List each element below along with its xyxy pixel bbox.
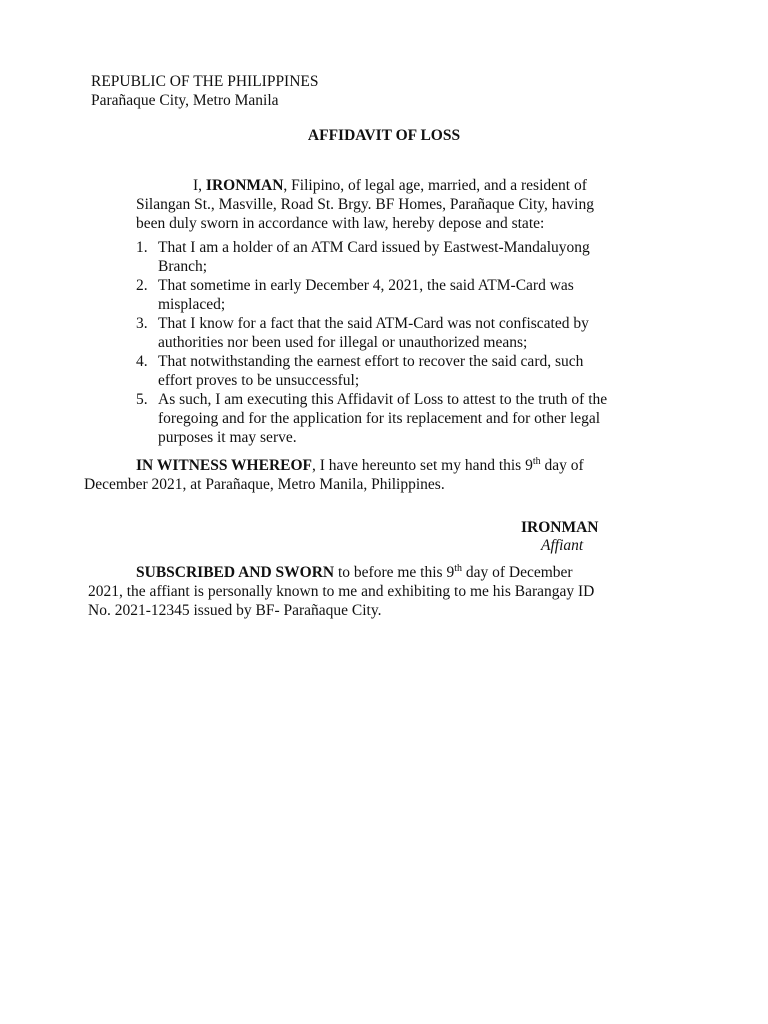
- header-republic: REPUBLIC OF THE PHILIPPINES: [91, 73, 319, 90]
- list-item-line: As such, I am executing this Affidavit of Loss to attest to the truth of the: [158, 391, 608, 408]
- witness-text: , I have hereunto set my hand this 9: [312, 457, 533, 474]
- jurat-line-3: No. 2021-12345 issued by BF- Parañaque City.: [88, 602, 382, 619]
- header-city: Parañaque City, Metro Manila: [91, 92, 279, 109]
- witness-ordinal: th: [532, 455, 541, 467]
- intro-line-1-rest: , Filipino, of legal age, married, and a resident of: [283, 177, 587, 194]
- witness-text-end: day of: [540, 457, 584, 474]
- list-item-number: 5.: [136, 391, 148, 408]
- witness-line-1: [84, 456, 704, 475]
- jurat-text: to before me this 9: [334, 564, 455, 581]
- list-item-line: foregoing and for the application for its replacement and for other legal: [158, 410, 601, 427]
- list-item: [136, 314, 696, 352]
- witness-heading: IN WITNESS WHEREOF: [136, 457, 313, 474]
- jurat-heading: SUBSCRIBED AND SWORN: [136, 564, 335, 581]
- list-item-line: misplaced;: [158, 296, 226, 313]
- list-item-line: purposes it may serve.: [158, 429, 297, 446]
- list-item-number: 2.: [136, 277, 148, 294]
- list-item-line: That notwithstanding the earnest effort to recover the said card, such: [158, 353, 584, 370]
- list-item: [136, 238, 696, 276]
- jurat-line-2: 2021, the affiant is personally known to me and exhibiting to me his Barangay ID: [88, 583, 595, 600]
- list-item-number: 3.: [136, 315, 148, 332]
- list-item: [136, 390, 696, 447]
- jurat-text-end: day of December: [462, 564, 573, 581]
- list-item-line: That I know for a fact that the said ATM-Card was not confiscated by: [158, 315, 589, 332]
- intro-line-2: Silangan St., Masville, Road St. Brgy. BF Homes, Parañaque City, having: [136, 196, 594, 213]
- intro-line-3: been duly sworn in accordance with law, hereby depose and state:: [136, 215, 545, 232]
- list-item-number: 1.: [136, 239, 148, 256]
- list-item-number: 4.: [136, 353, 148, 370]
- list-item-line: That I am a holder of an ATM Card issued by Eastwest-Mandaluyong: [158, 239, 590, 256]
- intro-paragraph: [136, 176, 676, 233]
- signature-role: Affiant: [541, 537, 584, 554]
- witness-paragraph: [84, 456, 704, 494]
- document-title: AFFIDAVIT OF LOSS: [307, 127, 461, 144]
- list-item-line: effort proves to be unsuccessful;: [158, 372, 360, 389]
- intro-line-1: [136, 176, 676, 195]
- jurat-paragraph: [88, 563, 708, 620]
- list-item-line: authorities nor been used for illegal or unauthorized means;: [158, 334, 528, 351]
- list-item-line: That sometime in early December 4, 2021, the said ATM-Card was: [158, 277, 574, 294]
- jurat-ordinal: th: [454, 562, 462, 574]
- list-item: [136, 276, 696, 314]
- affiant-name-inline: IRONMAN: [205, 177, 284, 194]
- statement-list: [136, 238, 696, 447]
- signature-name: IRONMAN: [521, 519, 599, 536]
- list-item-line: Branch;: [158, 258, 208, 275]
- witness-line-2: December 2021, at Parañaque, Metro Manila, Philippines.: [84, 476, 445, 493]
- list-item: [136, 352, 696, 390]
- intro-prefix: I,: [193, 177, 206, 194]
- jurat-line-1: [88, 563, 708, 582]
